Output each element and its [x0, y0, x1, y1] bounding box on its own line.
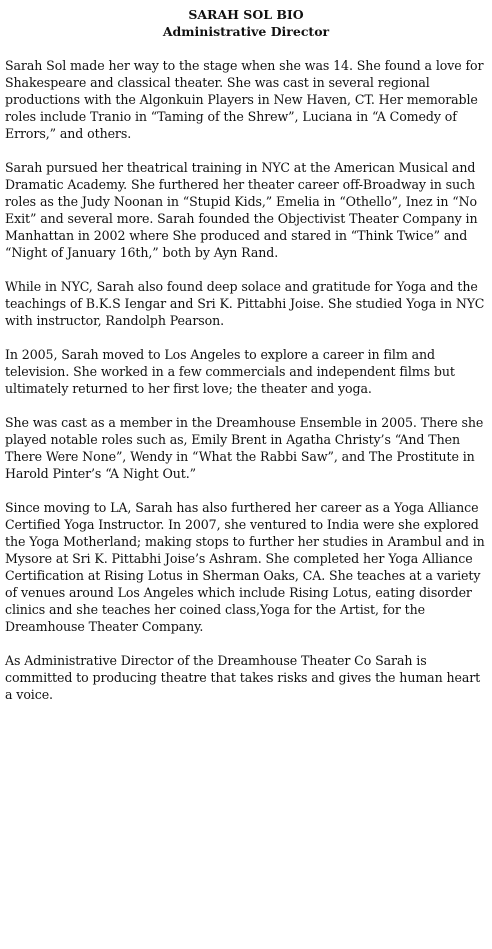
bio-paragraph: She was cast as a member in the Dreamhouse Ensemble in 2005. There she played notable roles such as, Emily Brent in Agatha Christy’s “And Then There Were None”, Wendy in “What the Rabbi Saw”, and The Prostitute in Harold Pinter’s “A Night Out.”: [5, 415, 484, 481]
bio-paragraph: In 2005, Sarah moved to Los Angeles to explore a career in film and television. She worked in a few commercials and independent films but ultimately returned to her first love; the theater and yoga.: [5, 347, 455, 396]
bio-paragraph: Sarah pursued her theatrical training in NYC at the American Musical and Dramatic Academy. She furthered her theater career off-Broadway in such roles as the Judy Noonan in “Stupid Kids,” Emelia in “Othello”, Inez in “No Exit” and several more. Sarah founded the Objectivist Theater Company in Manhattan in 2002 where She produced and stared in “Think Twice” and “Night of January 16th,” both by Ayn Rand.: [5, 160, 478, 260]
bio-paragraph: Sarah Sol made her way to the stage when she was 14. She found a love for Shakespeare and classical theater. She was cast in several regional productions with the Algonkuin Players in New Haven, CT. Her memorable roles include Tranio in “Taming of the Shrew”, Luciana in “A Comedy of Errors,” and others.: [5, 58, 484, 141]
bio-paragraph: While in NYC, Sarah also found deep solace and gratitude for Yoga and the teachings of B.K.S Iengar and Sri K. Pittabhi Joise. She studied Yoga in NYC with instructor, Randolph Pearson.: [5, 279, 485, 328]
bio-paragraph: Since moving to LA, Sarah has also furthered her career as a Yoga Alliance Certified Yoga Instructor. In 2007, she ventured to India were she explored the Yoga Motherland; making stops to further her studies in Arambul and in Mysore at Sri K. Pittabhi Joise’s Ashram. She completed her Yoga Alliance Certification at Rising Lotus in Sherman Oaks, CA. She teaches at a variety of venues around Los Angeles which include Rising Lotus, eating disorder clinics and she teaches her coined class,Yoga for the Artist, for the Dreamhouse Theater Company.: [5, 500, 485, 634]
bio-body: [5, 57, 487, 703]
document-subtitle: Administrative Director: [162, 24, 330, 39]
document-title: SARAH SOL BIO: [188, 7, 304, 22]
bio-paragraph: As Administrative Director of the Dreamhouse Theater Co Sarah is committed to producing theatre that takes risks and gives the human heart a voice.: [5, 653, 481, 702]
